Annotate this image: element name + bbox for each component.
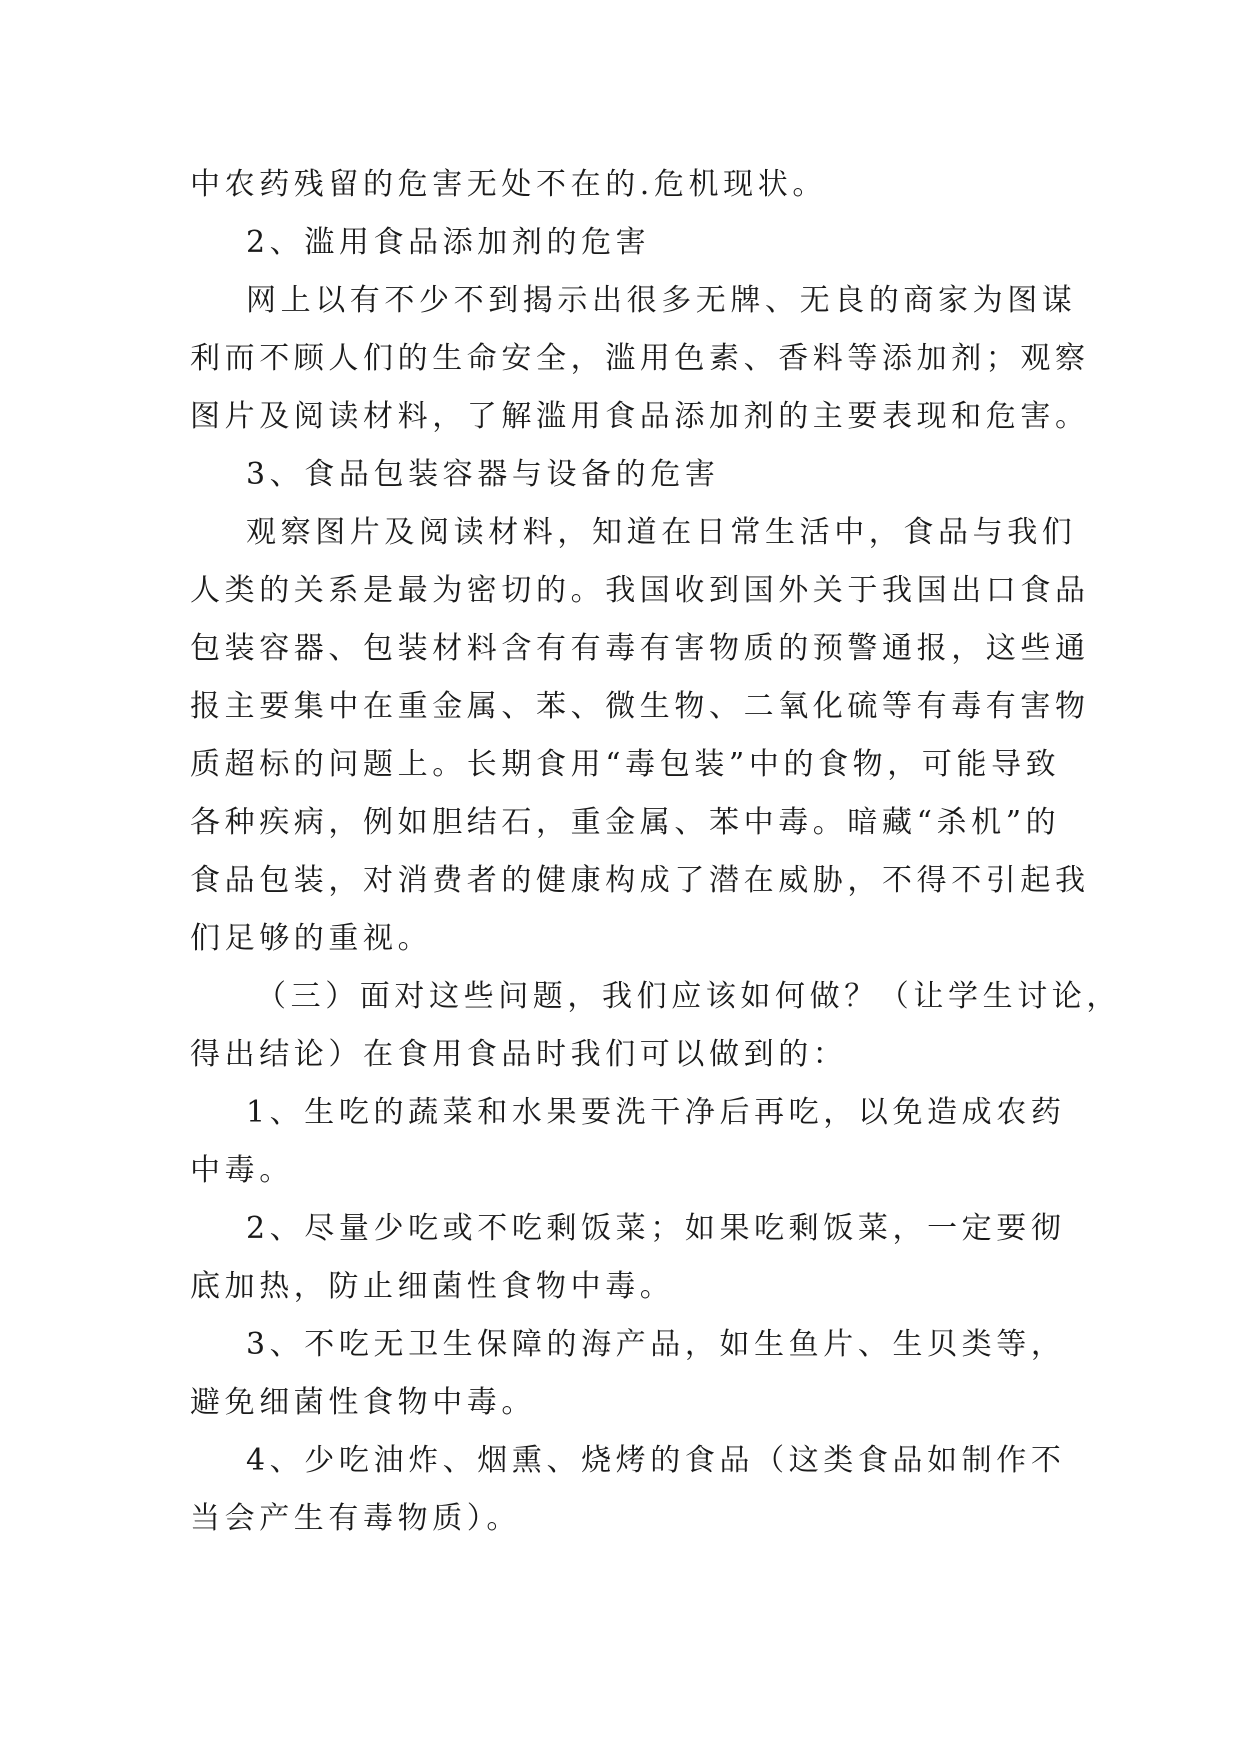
document-body — [190, 156, 1121, 1548]
section-heading: （三）面对这些问题，我们应该如何做？（让学生讨论， — [256, 979, 1121, 1014]
paragraph-line: 底加热，防止细菌性食物中毒。 — [190, 1269, 675, 1304]
list-item: 1、生吃的蔬菜和水果要洗干净后再吃，以免造成农药 — [246, 1095, 1066, 1130]
paragraph-line: 得出结论）在食用食品时我们可以做到的： — [190, 1037, 848, 1072]
paragraph-line: 避免细菌性食物中毒。 — [190, 1385, 536, 1420]
paragraph-line: 人类的关系是最为密切的。我国收到国外关于我国出口食品 — [190, 573, 1090, 608]
section-heading: 2、滥用食品添加剂的危害 — [246, 225, 651, 260]
paragraph-line: 网上以有不少不到揭示出很多无牌、无良的商家为图谋 — [246, 283, 1077, 318]
paragraph-line: 们足够的重视。 — [190, 921, 433, 956]
list-item: 2、尽量少吃或不吃剩饭菜；如果吃剩饭菜，一定要彻 — [246, 1211, 1066, 1246]
paragraph-line: 报主要集中在重金属、苯、微生物、二氧化硫等有毒有害物 — [190, 689, 1090, 724]
paragraph-line: 质超标的问题上。长期食用“毒包装”中的食物，可能导致 — [190, 747, 1061, 782]
paragraph-line: 中农药残留的危害无处不在的.危机现状。 — [190, 167, 827, 202]
paragraph-line: 中毒。 — [190, 1153, 294, 1188]
paragraph-line: 各种疾病，例如胆结石，重金属、苯中毒。暗藏“杀机”的 — [190, 805, 1061, 840]
list-item: 4、少吃油炸、烟熏、烧烤的食品（这类食品如制作不 — [246, 1443, 1066, 1478]
paragraph-line: 利而不顾人们的生命安全，滥用色素、香料等添加剂；观察 — [190, 341, 1090, 376]
paragraph-line: 观察图片及阅读材料，知道在日常生活中，食品与我们 — [246, 515, 1077, 550]
paragraph-line: 食品包装，对消费者的健康构成了潜在威胁，不得不引起我 — [190, 863, 1090, 898]
section-heading: 3、食品包装容器与设备的危害 — [246, 457, 720, 492]
list-item: 3、不吃无卫生保障的海产品，如生鱼片、生贝类等， — [246, 1327, 1066, 1362]
paragraph-line: 当会产生有毒物质）。 — [190, 1501, 521, 1536]
paragraph-line: 包装容器、包装材料含有有毒有害物质的预警通报，这些通 — [190, 631, 1090, 666]
paragraph-line: 图片及阅读材料，了解滥用食品添加剂的主要表现和危害。 — [190, 399, 1090, 434]
